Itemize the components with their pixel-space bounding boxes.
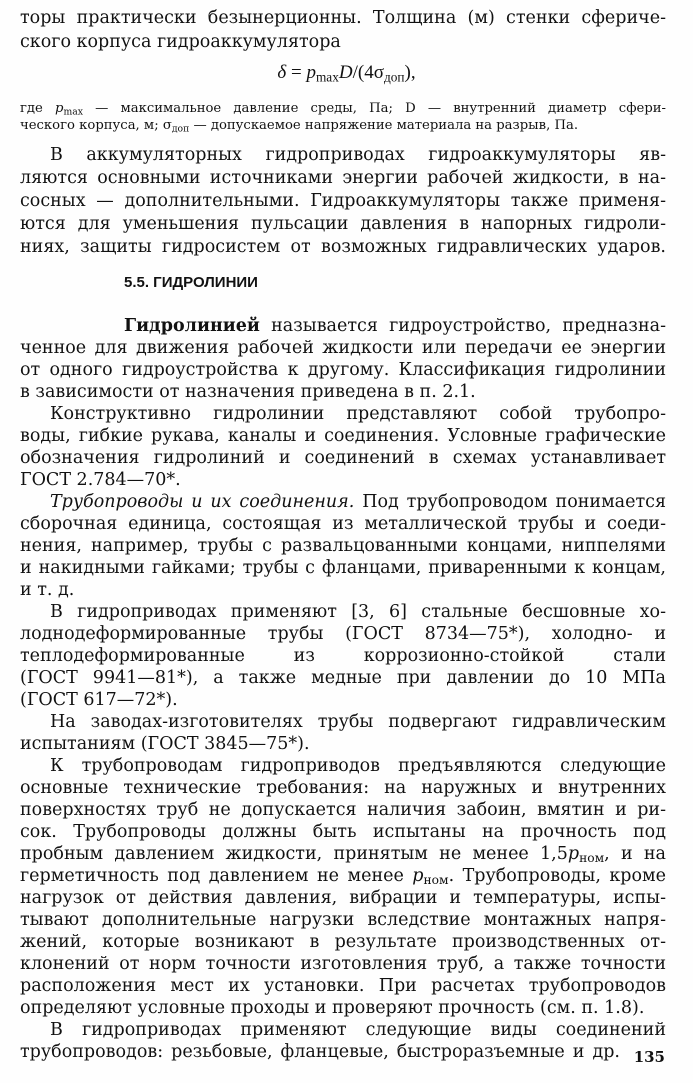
text-line: ченное для движения рабочей жидкости или передачи ее энергии [20, 338, 666, 358]
text-line: В аккумуляторных гидроприводах гидроаккумуляторы яв- [50, 145, 666, 165]
text-line: поверхностях труб не допускается наличия забоин, вмятин и ри- [20, 800, 666, 820]
text-line: сок. Трубопроводы должны быть испытаны на прочность под [20, 822, 666, 842]
formula-divide: /(4σ [352, 62, 384, 83]
text-line: В гидроприводах применяют [3, 6] стальные бесшовные хо- [50, 602, 666, 622]
formula-p: p [306, 62, 316, 83]
page-number: 135 [633, 1048, 665, 1066]
text-line: основные технические требования: на наружных и внутренних [20, 778, 666, 798]
text-line: испытаниям (ГОСТ 3845—75*). [20, 734, 310, 754]
legend-line: ческого корпуса, м; $\sigma_{доп}$ — допускаемое напряжение материала на разрыв, Па. [20, 118, 579, 135]
text-line: и накидными гайками; трубы с фланцами, приваренными к концам, [20, 558, 666, 578]
text-line [124, 316, 666, 337]
text-line: расположения мест их установки. При расчетах трубопроводов [20, 976, 666, 996]
text-line: от одного гидроустройства к другому. Классификация гидролинии [20, 360, 666, 380]
text-line: К трубопроводам гидроприводов предъявляются следующие [50, 756, 666, 776]
text-line: определяют условные проходы и проверяют прочность (см. п. 1.8). [20, 998, 645, 1018]
text-line: ниях, защиты гидросистем от возможных гидравлических ударов. [20, 237, 666, 257]
term-bold: Гидролинией [124, 316, 260, 336]
text-line: герметичность под давлением не менее $p_{ном}$. Трубопроводы, кроме [20, 866, 666, 888]
text-line: ляются основными источниками энергии рабочей жидкости, в на- [20, 168, 666, 188]
text-line: ГОСТ 2.784—70*. [20, 470, 181, 490]
text-line: сборочная единица, состоящая из металлической трубы и соеди- [20, 514, 666, 534]
text-line: сосных — дополнительными. Гидроаккумуляторы также применя- [20, 191, 666, 211]
text-line: Конструктивно гидролинии представляют собой трубопро- [50, 404, 666, 424]
text-line: теплодеформированные из коррозионно-стойкой стали [20, 646, 666, 666]
text-line: торы практически безынерционны. Толщина (м) стенки сфериче- [20, 8, 666, 28]
text-line: На заводах-изготовителях трубы подвергают гидравлическим [50, 712, 666, 732]
legend-line: где $p_{max}$ — максимальное давление среды, Па; D — внутренний диаметр сфери- [20, 101, 667, 118]
formula-equals: = [286, 62, 307, 83]
formula [0, 62, 693, 88]
text-line: жений, которые возникают в результате производственных от- [20, 932, 666, 952]
section-heading: 5.5. ГИДРОЛИНИИ [124, 274, 258, 291]
text-fragment: Под трубопроводом понимается [354, 492, 666, 512]
text-line: и т. д. [20, 580, 75, 600]
text-line: тывают дополнительные нагрузки вследствие монтажных напря- [20, 910, 666, 930]
text-line: клонений от норм точности изготовления труб, а также точности [20, 954, 666, 974]
formula-d: D [338, 62, 353, 83]
text-line: (ГОСТ 617—72*). [20, 690, 178, 710]
text-line: воды, гибкие рукава, каналы и соединения. Условные графические [20, 426, 666, 446]
formula-p-subscript: max [315, 69, 339, 85]
text-line: пробным давлением жидкости, принятым не менее $1,5p_{ном}$, и на [20, 844, 666, 866]
text-line: В гидроприводах применяют следующие виды соединений [50, 1020, 666, 1040]
text-line: нения, например, трубы с развальцованными концами, ниппелями [20, 536, 666, 556]
formula-sigma-subscript: доп [383, 69, 405, 85]
text-line: ются для уменьшения пульсации давления в напорных гидроли- [20, 214, 666, 234]
formula-delta: δ [277, 62, 287, 83]
text-line: обозначения гидролиний и соединений в схемах устанавливает [20, 448, 666, 468]
text-line: лоднодеформированные трубы (ГОСТ 8734—75*), холодно- и [20, 624, 666, 644]
text-line: (ГОСТ 9941—81*), а также медные при давлении до 10 МПа [20, 668, 666, 688]
text-line: в зависимости от назначения приведена в п. 2.1. [20, 382, 476, 402]
text-line: нагрузок от действия давления, вибрации и температуры, испы- [20, 888, 666, 908]
text-line [50, 492, 666, 513]
formula-tail: ), [404, 62, 416, 83]
text-line: трубопроводов: резьбовые, фланцевые, быстроразъемные и др. [20, 1042, 620, 1062]
text-fragment: называется гидроустройство, предназна- [259, 316, 666, 336]
text-line: ского корпуса гидроаккумулятора [20, 32, 341, 52]
italic-heading: Трубопроводы и их соединения. [50, 492, 355, 512]
